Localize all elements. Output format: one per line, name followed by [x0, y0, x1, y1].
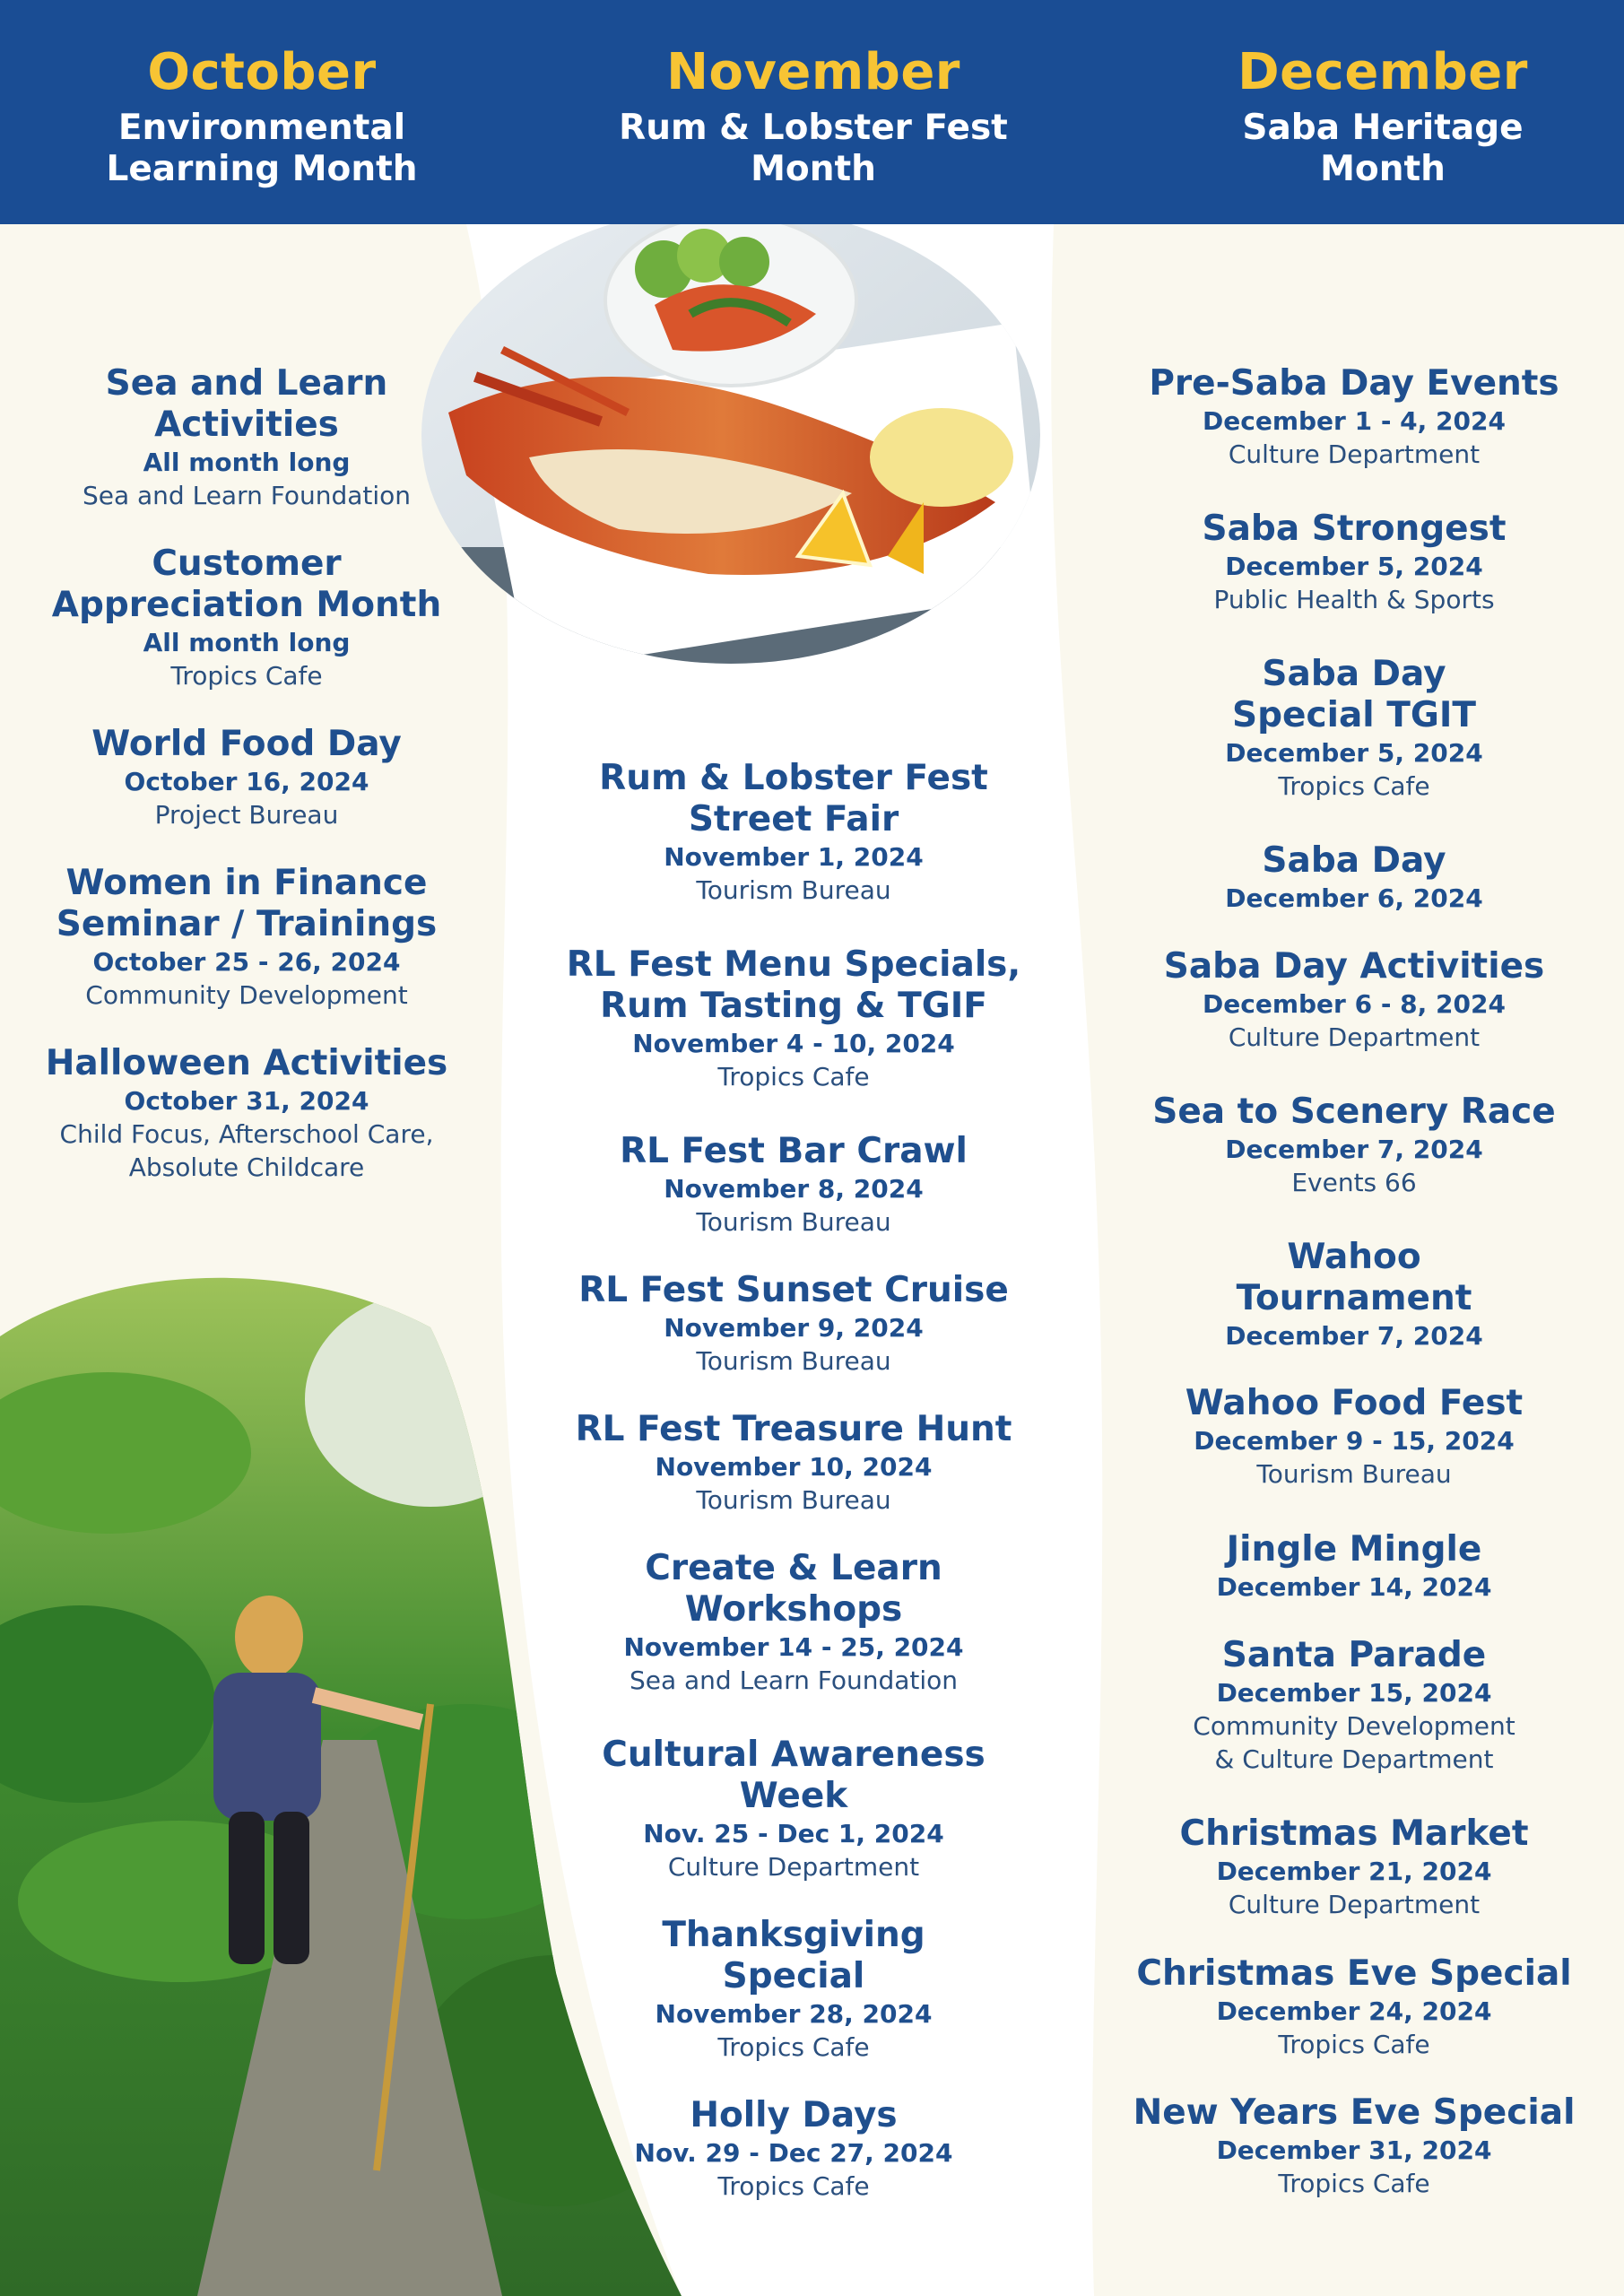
- event-date: November 4 - 10, 2024: [632, 1029, 955, 1058]
- event-item: [565, 1270, 1022, 1378]
- event-date: December 6, 2024: [1225, 883, 1483, 913]
- event-organizer: Culture Department: [1228, 439, 1481, 469]
- event-organizer: Culture Department: [667, 1852, 920, 1882]
- event-title: RL Fest Treasure Hunt: [575, 1409, 1012, 1449]
- event-organizer: Community Development & Culture Department: [1193, 1711, 1515, 1774]
- event-organizer: Tourism Bureau: [1256, 1459, 1452, 1489]
- october-heading: [11, 38, 513, 190]
- november-theme: Rum & Lobster Fest Month: [619, 108, 1008, 189]
- event-organizer: Tourism Bureau: [696, 1485, 891, 1515]
- event-item: [36, 1043, 457, 1184]
- event-date: December 5, 2024: [1225, 552, 1483, 581]
- event-item: [1121, 1529, 1587, 1604]
- event-item: [1121, 2092, 1587, 2200]
- event-item: [1121, 1953, 1587, 2061]
- event-title: Wahoo Food Fest: [1185, 1383, 1524, 1423]
- event-item: [36, 544, 457, 692]
- december-month-title: December: [1238, 43, 1528, 101]
- event-item: [36, 724, 457, 831]
- event-title: Christmas Eve Special: [1136, 1953, 1572, 1994]
- event-title: RL Fest Menu Specials, Rum Tasting & TGIF: [566, 944, 1021, 1026]
- event-date: December 9 - 15, 2024: [1194, 1426, 1515, 1456]
- event-title: Sea and Learn Activities: [105, 363, 388, 445]
- event-item: [36, 363, 457, 512]
- event-title: Saba Day Special TGIT: [1232, 654, 1476, 735]
- event-date: November 8, 2024: [664, 1174, 924, 1204]
- lobster-photo: [421, 206, 1040, 682]
- event-organizer: Tourism Bureau: [696, 1207, 891, 1237]
- event-organizer: Tourism Bureau: [696, 875, 891, 905]
- event-organizer: Sea and Learn Foundation: [82, 481, 412, 510]
- event-organizer: Tropics Cafe: [1278, 771, 1430, 801]
- event-date: December 5, 2024: [1225, 738, 1483, 768]
- event-date: December 21, 2024: [1216, 1857, 1492, 1886]
- event-date: November 28, 2024: [655, 1999, 933, 2029]
- event-date: All month long: [143, 628, 351, 657]
- event-organizer: Tropics Cafe: [1278, 2030, 1430, 2059]
- december-heading: [1132, 38, 1624, 190]
- event-organizer: Public Health & Sports: [1213, 585, 1495, 614]
- event-title: Jingle Mingle: [1226, 1529, 1482, 1570]
- event-item: [36, 863, 457, 1012]
- november-month-title: November: [666, 43, 960, 101]
- event-title: Saba Day: [1262, 840, 1446, 881]
- event-date: November 1, 2024: [664, 842, 924, 872]
- event-item: [1121, 840, 1587, 915]
- event-date: All month long: [143, 448, 351, 477]
- event-organizer: Tourism Bureau: [696, 1346, 891, 1376]
- event-organizer: Culture Department: [1228, 1890, 1481, 1919]
- event-item: [1121, 1635, 1587, 1776]
- event-item: [565, 1915, 1022, 2064]
- event-title: Holly Days: [690, 2095, 898, 2135]
- event-title: RL Fest Bar Crawl: [620, 1131, 968, 1171]
- event-date: November 10, 2024: [655, 1452, 933, 1482]
- event-title: Santa Parade: [1221, 1635, 1487, 1675]
- event-item: [565, 2095, 1022, 2203]
- event-title: Create & Learn Workshops: [645, 1548, 942, 1630]
- event-date: December 7, 2024: [1225, 1135, 1483, 1164]
- event-item: [1121, 509, 1587, 616]
- event-title: Customer Appreciation Month: [51, 544, 442, 625]
- event-item: [565, 1548, 1022, 1697]
- event-title: Saba Strongest: [1202, 509, 1507, 549]
- event-item: [565, 1735, 1022, 1883]
- event-date: December 14, 2024: [1216, 1572, 1492, 1602]
- event-date: December 31, 2024: [1216, 2135, 1492, 2165]
- event-item: [1121, 1813, 1587, 1921]
- event-date: December 7, 2024: [1225, 1321, 1483, 1351]
- event-item: [1121, 363, 1587, 471]
- event-item: [565, 1131, 1022, 1239]
- event-title: Cultural Awareness Week: [602, 1735, 986, 1816]
- event-date: October 31, 2024: [124, 1086, 369, 1116]
- event-item: [1121, 1091, 1587, 1199]
- event-date: December 1 - 4, 2024: [1203, 406, 1506, 436]
- event-organizer: Community Development: [85, 980, 408, 1010]
- event-item: [1121, 1237, 1587, 1352]
- event-title: Pre-Saba Day Events: [1149, 363, 1559, 404]
- event-date: Nov. 25 - Dec 1, 2024: [643, 1819, 944, 1848]
- december-theme: Saba Heritage Month: [1242, 108, 1524, 189]
- event-title: Thanksgiving Special: [662, 1915, 925, 1996]
- event-date: October 25 - 26, 2024: [92, 947, 401, 977]
- event-organizer: Project Bureau: [154, 800, 339, 830]
- event-organizer: Tropics Cafe: [717, 2032, 870, 2062]
- event-date: November 14 - 25, 2024: [623, 1632, 964, 1662]
- event-organizer: Child Focus, Afterschool Care, Absolute Childcare: [59, 1119, 434, 1182]
- event-date: December 15, 2024: [1216, 1678, 1492, 1708]
- event-organizer: Tropics Cafe: [717, 1062, 870, 1091]
- event-organizer: Tropics Cafe: [170, 661, 323, 691]
- event-item: [565, 1409, 1022, 1517]
- event-date: December 6 - 8, 2024: [1203, 989, 1506, 1019]
- event-date: December 24, 2024: [1216, 1996, 1492, 2026]
- event-title: Sea to Scenery Race: [1152, 1091, 1556, 1132]
- event-item: [1121, 654, 1587, 803]
- event-title: Christmas Market: [1179, 1813, 1529, 1854]
- event-organizer: Tropics Cafe: [1278, 2169, 1430, 2198]
- october-month-title: October: [147, 43, 377, 101]
- event-item: [565, 944, 1022, 1093]
- event-title: Saba Day Activities: [1163, 946, 1545, 987]
- event-title: RL Fest Sunset Cruise: [578, 1270, 1009, 1310]
- event-item: [1121, 946, 1587, 1054]
- event-organizer: Events 66: [1291, 1168, 1417, 1197]
- event-item: [1121, 1383, 1587, 1491]
- event-organizer: Tropics Cafe: [717, 2171, 870, 2201]
- event-title: Women in Finance Seminar / Trainings: [56, 863, 438, 944]
- event-item: [565, 758, 1022, 907]
- event-organizer: Culture Department: [1228, 1022, 1481, 1052]
- event-title: World Food Day: [91, 724, 402, 764]
- event-date: November 9, 2024: [664, 1313, 924, 1343]
- event-title: Rum & Lobster Fest Street Fair: [599, 758, 988, 839]
- event-date: Nov. 29 - Dec 27, 2024: [634, 2138, 953, 2168]
- event-title: Halloween Activities: [45, 1043, 448, 1083]
- event-title: Wahoo Tournament: [1236, 1237, 1472, 1318]
- event-organizer: Sea and Learn Foundation: [629, 1665, 959, 1695]
- header-band: [0, 0, 1624, 224]
- event-date: October 16, 2024: [124, 767, 369, 796]
- event-title: New Years Eve Special: [1133, 2092, 1576, 2133]
- november-heading: [562, 38, 1064, 190]
- october-theme: Environmental Learning Month: [106, 108, 418, 189]
